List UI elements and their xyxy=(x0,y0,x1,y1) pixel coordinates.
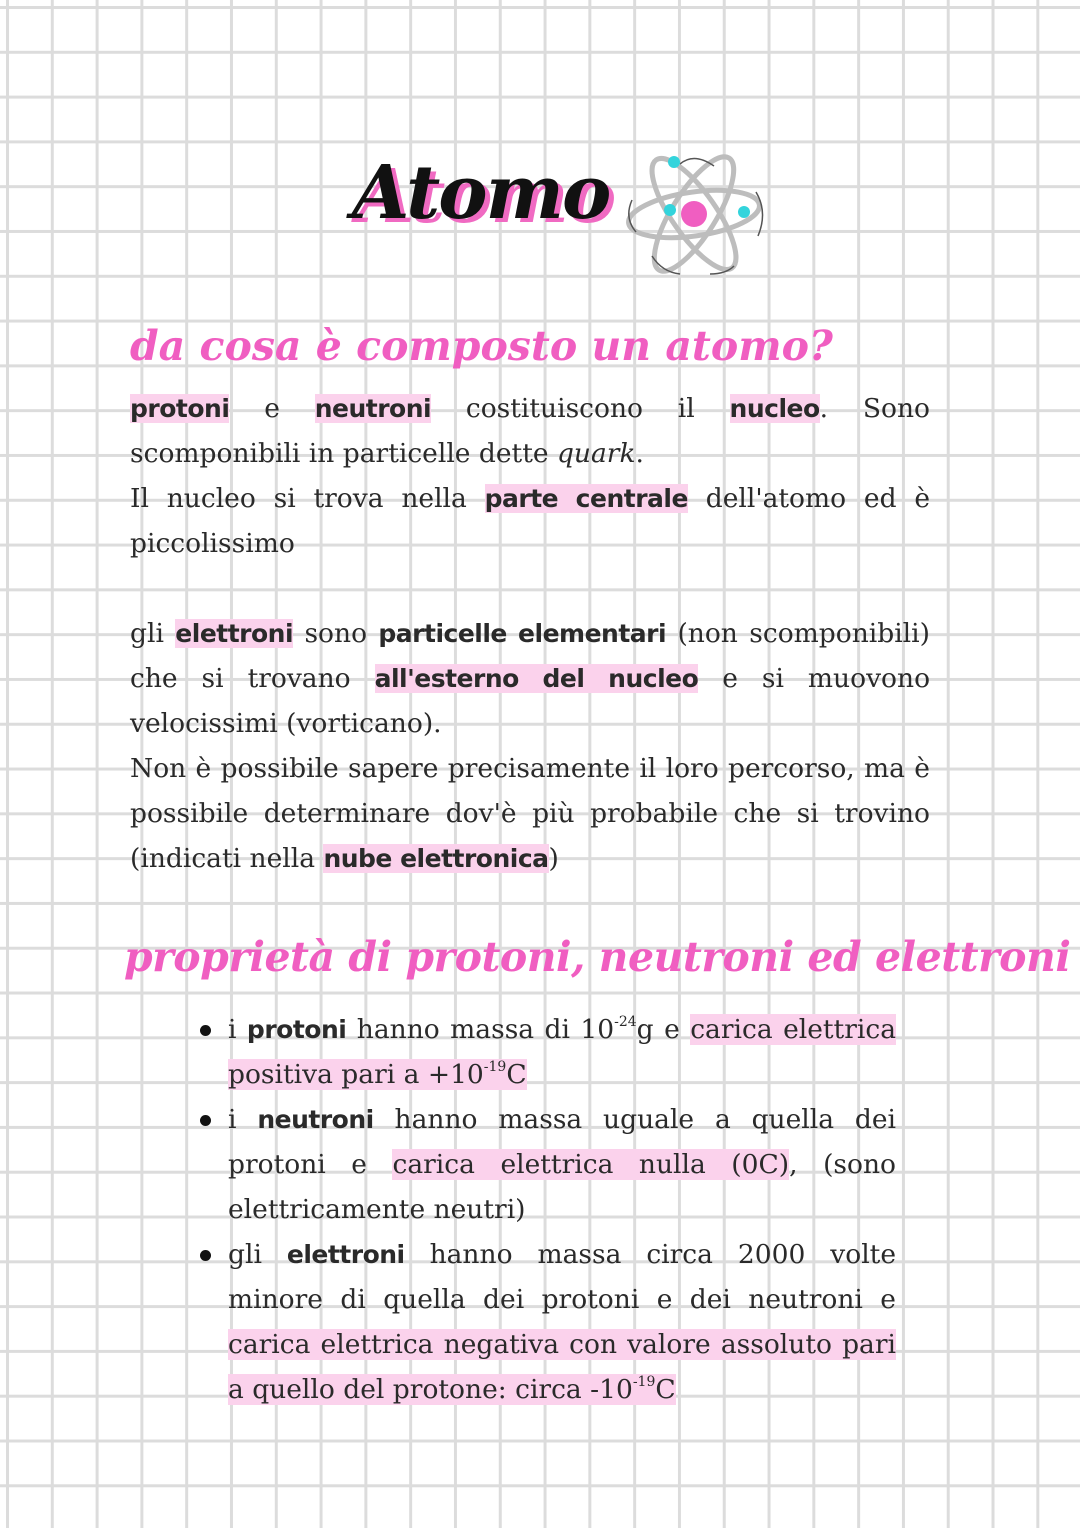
exponent: -19 xyxy=(632,1374,656,1390)
text: hanno massa circa 2000 volte minore di quella dei protoni e dei neutroni e xyxy=(228,1239,896,1315)
section-heading-composition: da cosa è composto un atomo? xyxy=(130,322,833,370)
text: Non è possibile sapere precisamente il loro percorso, ma è possibile determinare dov'è più probabile che si trovino (indicati nella xyxy=(130,753,930,874)
term-protoni: protoni xyxy=(130,394,230,423)
text: C xyxy=(506,1059,527,1090)
paragraph-electrons xyxy=(130,611,930,746)
exponent: -24 xyxy=(614,1014,637,1030)
text: . xyxy=(635,438,644,469)
text: carica elettrica negativa con valore assoluto pari a quello del protone: circa -10 xyxy=(228,1329,896,1405)
bullet-icon xyxy=(200,1025,211,1036)
text: Il nucleo si trova nella xyxy=(130,483,485,514)
paragraph-electron-cloud xyxy=(130,746,930,881)
paragraph-nucleus xyxy=(130,386,930,566)
list-item-elettroni xyxy=(228,1232,896,1412)
list-item-protoni xyxy=(228,1007,896,1097)
text: e xyxy=(229,393,315,424)
text: , (sono elettricamente neutri) xyxy=(228,1149,896,1225)
page-title: Atomo xyxy=(352,150,610,236)
properties-list xyxy=(228,1007,896,1412)
text: C xyxy=(655,1374,676,1405)
term-parte-centrale: parte centrale xyxy=(484,484,688,513)
text: gli xyxy=(228,1239,287,1270)
term-nube-elettronica: nube elettronica xyxy=(323,844,549,873)
text: e si muovono velocissimi (vorticano). xyxy=(130,663,931,739)
term-quark: quark xyxy=(556,438,636,469)
term-nucleo: nucleo xyxy=(729,394,820,423)
highlight-carica-negativa xyxy=(228,1329,896,1405)
text: sono xyxy=(293,618,379,649)
term-particelle-elementari: particelle elementari xyxy=(378,619,667,648)
text: . Sono scomponibili in particelle dette xyxy=(130,393,931,469)
text: ) xyxy=(548,843,559,874)
text: costituiscono il xyxy=(431,393,730,424)
text: i xyxy=(228,1014,247,1045)
text: carica elettrica positiva pari a +10 xyxy=(228,1014,896,1090)
term-neutroni: neutroni xyxy=(257,1105,374,1134)
text: dell'atomo ed è piccolissimo xyxy=(130,483,931,559)
text: hanno massa uguale a quella dei protoni e xyxy=(228,1104,896,1180)
section-heading-properties: proprietà di protoni, neutroni ed elettroni xyxy=(124,933,1071,981)
text: gli xyxy=(130,618,176,649)
term-protoni: protoni xyxy=(246,1015,347,1044)
atom-icon xyxy=(622,148,772,280)
text: i xyxy=(228,1104,258,1135)
list-item-neutroni xyxy=(228,1097,896,1232)
text: g e xyxy=(636,1014,691,1045)
term-neutroni: neutroni xyxy=(314,394,432,423)
highlight-carica-nulla: carica elettrica nulla (0C) xyxy=(392,1149,790,1180)
exponent: -19 xyxy=(483,1059,507,1075)
term-elettroni: elettroni xyxy=(175,619,294,648)
bullet-icon xyxy=(200,1115,211,1126)
term-esterno-nucleo: all'esterno del nucleo xyxy=(374,664,699,693)
text: (non scomponibili) che si trovano xyxy=(130,618,930,694)
bullet-icon xyxy=(200,1250,211,1261)
text: hanno massa di 10 xyxy=(346,1014,615,1045)
term-elettroni: elettroni xyxy=(286,1240,405,1269)
